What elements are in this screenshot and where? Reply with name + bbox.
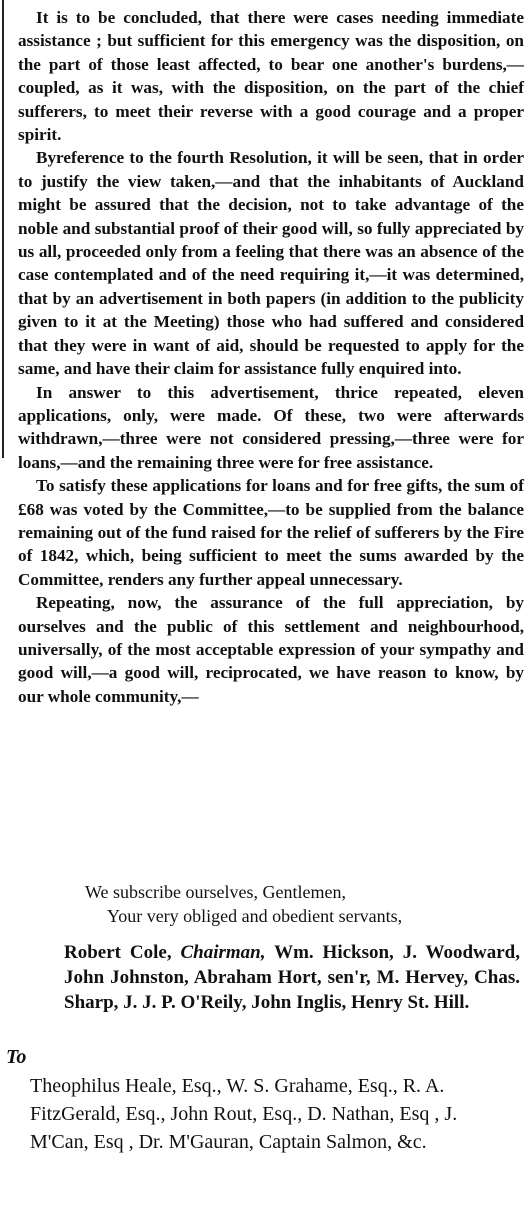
- signatories-block: [64, 940, 520, 1015]
- signatories-list: Wm. Hickson, J. Woodward, John Johnston, Abraham Hort, sen'r, M. Hervey, Chas. Sharp, J. J. P. O'Reily, John Inglis, Henry St. Hill.: [64, 942, 520, 1013]
- paragraph-1: It is to be concluded, that there were cases needing immediate assistance ; but sufficient for this emergency was the disposition, on the part of those least affected, to bear one another's burdens,—coupled, as it was, with the disposition, on the part of the chief sufferers, to meet their reverse with a good courage and a proper spirit.: [18, 8, 524, 145]
- chairman-name: Robert Cole,: [64, 942, 172, 963]
- paragraph-3: In answer to this advertisement, thrice repeated, eleven applications, only, were made. Of these, two were afterwards withdrawn,—three were not considered pressing,—three were for loans,—and the remaining three were for free assistance.: [18, 382, 524, 472]
- column-rule: [2, 0, 4, 458]
- article-body: [18, 6, 524, 708]
- paragraph-4: To satisfy these applications for loans and for free gifts, the sum of £68 was voted by the Committee,—to be supplied from the balance remaining out of the fund raised for the relief of sufferers by the Fire of 1842, which, being sufficient to meet the sums awarded by the Committee, renders any further appeal unnecessary.: [18, 476, 524, 589]
- closing-salutation: [85, 880, 402, 928]
- closing-line-1: We subscribe ourselves, Gentlemen,: [85, 882, 346, 902]
- paragraph-5: Repeating, now, the assurance of the full appreciation, by ourselves and the public of this settlement and neighbourhood, universally, of the most acceptable expression of your sympathy and good will,—a good will, reciprocated, we have reason to know, by our whole community,—: [18, 593, 524, 706]
- closing-line-2: Your very obliged and obedient servants,: [107, 906, 403, 926]
- chairman-title: Chairman,: [180, 942, 266, 963]
- paragraph-2: Byreference to the fourth Resolution, it will be seen, that in order to justify the view taken,—and that the inhabitants of Auckland might be assured that the decision, not to take advantage of the noble and substantial proof of their good will, so fully appreciated by us all, proceeded only from a feeling that there was an absence of the case contemplated and of the need requiring it,—it was determined, that by an advertisement in both papers (in addition to the publicity given to it at the Meeting) those who had suffered and considered that they were in want of aid, should be requested to apply for the same, and have their claim for assistance fully enquired into.: [18, 148, 524, 379]
- addressees-list: Theophilus Heale, Esq., W. S. Grahame, Esq., R. A. FitzGerald, Esq., John Rout, Esq., D. Nathan, Esq , J. M'Can, Esq , Dr. M'Gauran, Captain Salmon, &c.: [30, 1075, 458, 1153]
- to-label: To: [6, 1046, 27, 1068]
